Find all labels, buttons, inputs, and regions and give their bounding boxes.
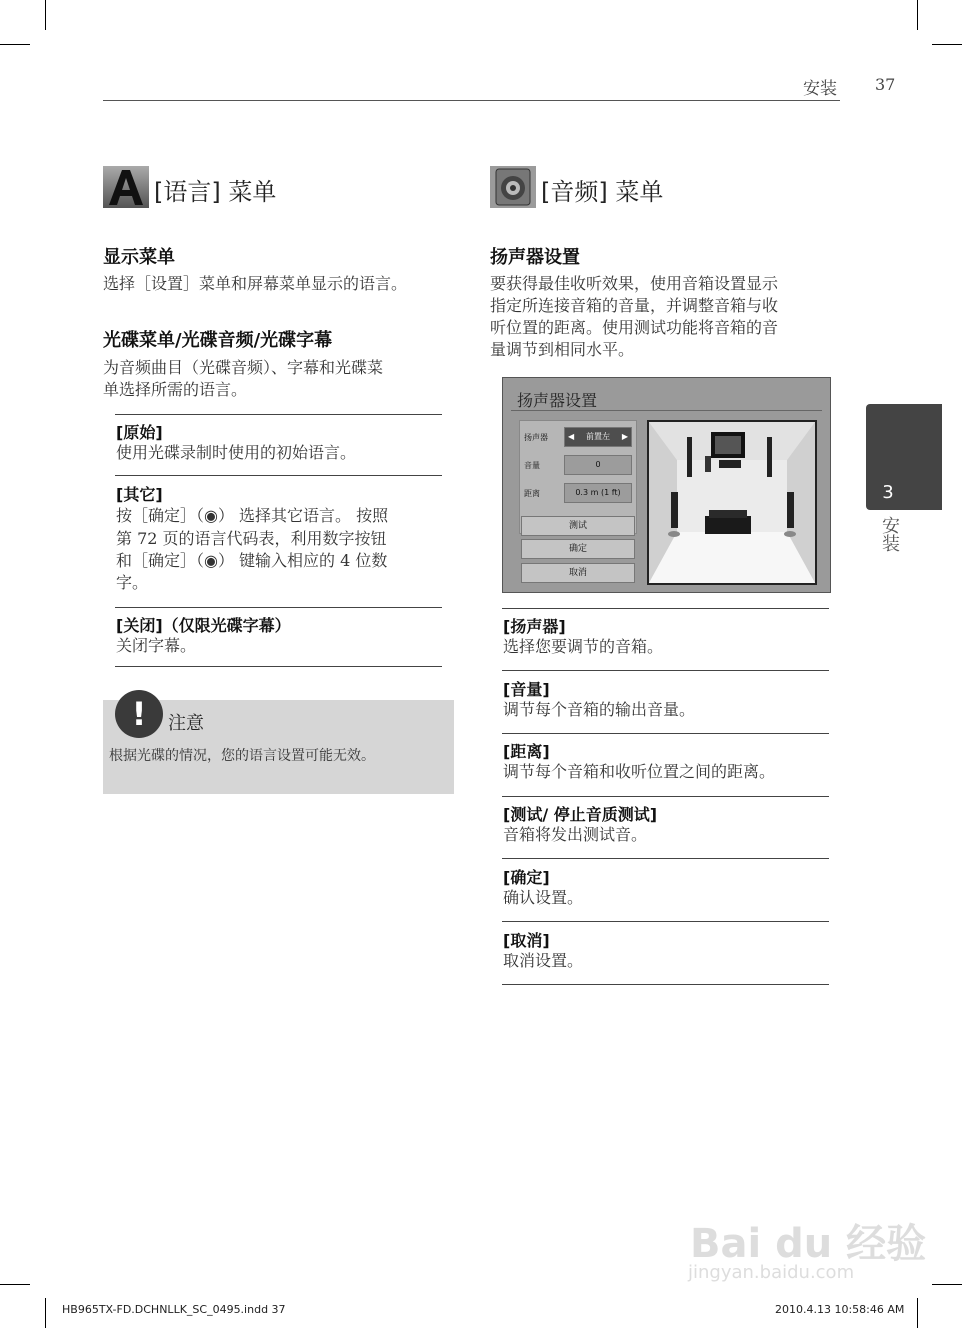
- table-rule: [502, 670, 829, 671]
- crop-mark: [932, 1284, 962, 1285]
- distance-field[interactable]: 0.3 m (1 ft): [564, 483, 632, 503]
- watermark-logo: Bai du 经验: [690, 1221, 927, 1267]
- speaker-setup-screenshot: [502, 377, 831, 593]
- speaker-setup-text: 量调节到相同水平。: [490, 340, 635, 359]
- language-menu-icon: [103, 166, 149, 208]
- option-desc: 第 72 页的语言代码表，利用数字按钮: [116, 529, 387, 548]
- disc-menu-heading: 光碟菜单/光碟音频/光碟字幕: [103, 330, 333, 351]
- speaker-select[interactable]: [564, 427, 632, 447]
- exclamation-icon: !: [115, 690, 163, 738]
- speaker-setup-text: 指定所连接音箱的音量，并调整音箱与收: [490, 296, 779, 315]
- option-desc: 取消设置。: [503, 951, 584, 970]
- option-term: [音量]: [503, 680, 550, 699]
- speaker-setup-text: 要获得最佳收听效果，使用音箱设置显示: [490, 274, 779, 293]
- table-rule: [115, 666, 442, 667]
- watermark-url: jingyan.baidu.com: [688, 1262, 855, 1283]
- cancel-button[interactable]: 取消: [521, 563, 635, 583]
- display-menu-text: 选择［设置］菜单和屏幕菜单显示的语言。: [103, 274, 408, 293]
- disc-menu-text-line: 为音频曲目（光碟音频）、字幕和光碟菜: [103, 358, 384, 377]
- note-title: 注意: [168, 713, 204, 734]
- crop-mark: [932, 44, 962, 45]
- crop-mark: [0, 1284, 30, 1285]
- chapter-number: 3: [882, 482, 894, 503]
- option-term: [扬声器]: [503, 617, 566, 636]
- table-rule: [115, 475, 442, 476]
- option-desc: 和［确定］（◉） 键输入相应的 4 位数: [116, 551, 388, 570]
- crop-mark: [0, 44, 30, 45]
- speaker-label: 扬声器: [524, 433, 548, 442]
- table-rule: [502, 858, 829, 859]
- option-desc: 字。: [116, 573, 149, 592]
- option-desc: 选择您要调节的音箱。: [503, 637, 664, 656]
- speaker-setup-heading: 扬声器设置: [490, 247, 580, 268]
- option-term: [测试/ 停止音质测试]: [503, 805, 658, 824]
- option-term: [关闭]（仅限光碟字幕）: [116, 616, 291, 635]
- page-number: 37: [875, 75, 896, 94]
- option-desc: 使用光碟录制时使用的初始语言。: [116, 443, 357, 462]
- volume-label: 音量: [524, 461, 540, 470]
- option-desc: 音箱将发出测试音。: [503, 825, 648, 844]
- header-section: 安装: [803, 79, 837, 99]
- speaker-value: 前置左: [586, 432, 610, 441]
- option-term: [距离]: [503, 742, 550, 761]
- screenshot-divider: [511, 410, 822, 411]
- option-term: [其它]: [116, 485, 163, 504]
- speaker-setup-text: 听位置的距离。使用测试功能将音箱的音: [490, 318, 779, 337]
- crop-mark: [917, 1298, 918, 1328]
- option-desc: 调节每个音箱和收听位置之间的距离。: [503, 762, 776, 781]
- header-rule: [103, 100, 840, 101]
- display-menu-heading: 显示菜单: [103, 247, 175, 268]
- table-rule: [115, 414, 442, 415]
- table-rule: [502, 733, 829, 734]
- option-desc: 关闭字幕。: [116, 636, 197, 655]
- table-rule: [502, 608, 829, 609]
- audio-menu-title: [音频] 菜单: [541, 178, 664, 206]
- option-desc: 按［确定］（◉） 选择其它语言。 按照: [116, 506, 389, 525]
- crop-mark: [917, 0, 918, 30]
- left-arrow-icon: ◀: [568, 432, 575, 441]
- footer-file: HB965TX-FD.DCHNLLK_SC_0495.indd 37: [62, 1303, 286, 1316]
- room-illustration: [647, 420, 817, 585]
- screenshot-title: 扬声器设置: [517, 391, 598, 410]
- ok-button[interactable]: 确定: [521, 539, 635, 559]
- test-button[interactable]: 测试: [521, 516, 635, 536]
- option-term: [确定]: [503, 868, 550, 887]
- right-arrow-icon: ▶: [621, 432, 628, 441]
- option-desc: 确认设置。: [503, 888, 584, 907]
- option-term: [取消]: [503, 931, 550, 950]
- table-rule: [115, 607, 442, 608]
- crop-mark: [45, 1298, 46, 1328]
- table-rule: [502, 796, 829, 797]
- table-rule: [502, 921, 829, 922]
- crop-mark: [45, 0, 46, 30]
- distance-label: 距离: [524, 489, 540, 498]
- speaker-icon: [490, 166, 536, 208]
- table-rule: [502, 984, 829, 985]
- volume-field[interactable]: 0: [564, 455, 632, 475]
- disc-menu-text-line: 单选择所需的语言。: [103, 380, 248, 399]
- footer-timestamp: 2010.4.13 10:58:46 AM: [775, 1303, 905, 1316]
- language-menu-title: [语言] 菜单: [154, 178, 277, 206]
- option-term: [原始]: [116, 423, 163, 442]
- chapter-label: 安装: [879, 516, 900, 552]
- option-desc: 调节每个音箱的输出音量。: [503, 700, 696, 719]
- note-text: 根据光碟的情况，您的语言设置可能无效。: [109, 748, 375, 764]
